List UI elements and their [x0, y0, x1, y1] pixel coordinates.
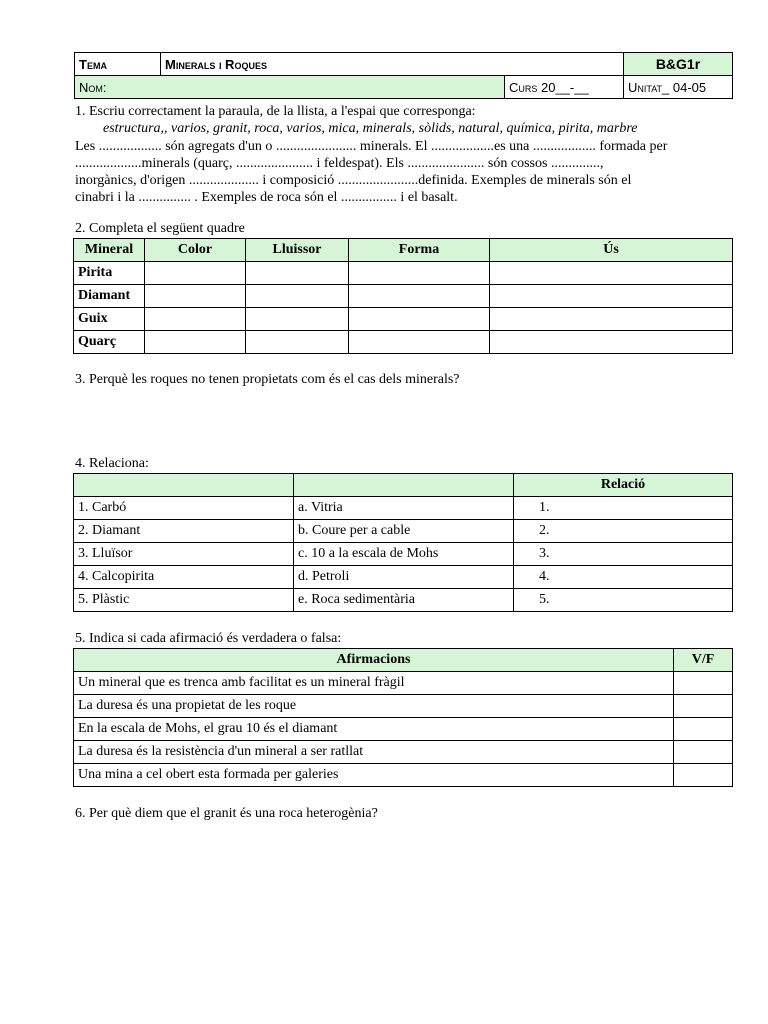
- answer-cell[interactable]: [246, 285, 349, 308]
- item-left: 1. Carbó: [74, 497, 294, 520]
- col-mineral: Mineral: [74, 239, 145, 262]
- col-afirmacions: Afirmacions: [74, 649, 674, 672]
- header-blank: [294, 474, 514, 497]
- relacio-answer[interactable]: 1.: [514, 497, 733, 520]
- afirmacions-table: [73, 648, 733, 787]
- col-lluissor: Lluissor: [246, 239, 349, 262]
- q6-prompt: 6. Per què diem que el granit és una roca heterogènia?: [75, 806, 378, 821]
- answer-cell[interactable]: [145, 285, 246, 308]
- q1-line: ...................minerals (quarç, ...................... i feldespat). Els ...................... són cossos ..............,: [75, 156, 604, 171]
- item-right: c. 10 a la escala de Mohs: [294, 543, 514, 566]
- mineral-name: Pirita: [74, 262, 145, 285]
- answer-cell[interactable]: [490, 308, 733, 331]
- relacio-answer[interactable]: 5.: [514, 589, 733, 612]
- item-left: 5. Plàstic: [74, 589, 294, 612]
- answer-cell[interactable]: [349, 331, 490, 354]
- relacio-answer[interactable]: 4.: [514, 566, 733, 589]
- statement: La duresa és una propietat de les roque: [74, 695, 674, 718]
- vf-answer[interactable]: [674, 764, 733, 787]
- answer-cell[interactable]: [246, 262, 349, 285]
- course-code: B&G1r: [624, 53, 733, 76]
- vf-answer[interactable]: [674, 718, 733, 741]
- item-left: 2. Diamant: [74, 520, 294, 543]
- curs-field[interactable]: Curs 20__-__: [505, 76, 624, 99]
- vf-answer[interactable]: [674, 672, 733, 695]
- answer-cell[interactable]: [349, 308, 490, 331]
- vf-answer[interactable]: [674, 741, 733, 764]
- col-us: Ús: [490, 239, 733, 262]
- item-left: 4. Calcopirita: [74, 566, 294, 589]
- header-table: [74, 52, 733, 99]
- q4-prompt: 4. Relaciona:: [75, 456, 149, 471]
- item-right: d. Petroli: [294, 566, 514, 589]
- answer-cell[interactable]: [145, 262, 246, 285]
- statement: Una mina a cel obert esta formada per galeries: [74, 764, 674, 787]
- answer-cell[interactable]: [246, 331, 349, 354]
- q1-line: Les .................. són agregats d'un o ....................... minerals. El ..................es una .................. formada per: [75, 139, 668, 154]
- mineral-name: Guix: [74, 308, 145, 331]
- answer-cell[interactable]: [349, 262, 490, 285]
- answer-cell[interactable]: [490, 285, 733, 308]
- q1-line: inorgànics, d'origen .................... i composició .......................definida. Exemples de minerals són el: [75, 173, 632, 188]
- answer-cell[interactable]: [490, 331, 733, 354]
- statement: En la escala de Mohs, el grau 10 és el diamant: [74, 718, 674, 741]
- q5-prompt: 5. Indica si cada afirmació és verdadera o falsa:: [75, 631, 342, 646]
- answer-cell[interactable]: [145, 308, 246, 331]
- q1-prompt: 1. Escriu correctament la paraula, de la llista, a l'espai que corresponga:: [75, 104, 476, 119]
- unitat-field[interactable]: Unitat_ 04-05: [624, 76, 733, 99]
- col-color: Color: [145, 239, 246, 262]
- item-left: 3. Lluïsor: [74, 543, 294, 566]
- mineral-name: Diamant: [74, 285, 145, 308]
- item-right: e. Roca sedimentària: [294, 589, 514, 612]
- vf-answer[interactable]: [674, 695, 733, 718]
- col-forma: Forma: [349, 239, 490, 262]
- answer-cell[interactable]: [349, 285, 490, 308]
- mineral-name: Quarç: [74, 331, 145, 354]
- statement: Un mineral que es trenca amb facilitat es un mineral fràgil: [74, 672, 674, 695]
- answer-cell[interactable]: [145, 331, 246, 354]
- q3-prompt: 3. Perquè les roques no tenen propietats com és el cas dels minerals?: [75, 372, 460, 387]
- item-right: a. Vitria: [294, 497, 514, 520]
- tema-label: Tema: [75, 53, 161, 76]
- relaciona-table: [73, 473, 733, 612]
- answer-cell[interactable]: [246, 308, 349, 331]
- tema-value: Minerals i Roques: [161, 53, 624, 76]
- relacio-answer[interactable]: 2.: [514, 520, 733, 543]
- mineral-table: [73, 238, 733, 354]
- q1-word-list: estructura,, varios, granit, roca, varios, mica, minerals, sòlids, natural, química, pirita, marbre: [103, 121, 638, 136]
- col-relacio: Relació: [514, 474, 733, 497]
- q1-paragraph: [75, 138, 735, 206]
- answer-cell[interactable]: [490, 262, 733, 285]
- q1-line: cinabri i la ............... . Exemples de roca són el ................ i el basalt.: [75, 190, 458, 205]
- header-blank: [74, 474, 294, 497]
- statement: La duresa és la resistència d'un mineral a ser ratllat: [74, 741, 674, 764]
- nom-field[interactable]: Nom:: [75, 76, 505, 99]
- col-vf: V/F: [674, 649, 733, 672]
- relacio-answer[interactable]: 3.: [514, 543, 733, 566]
- q2-prompt: 2. Completa el següent quadre: [75, 221, 245, 236]
- item-right: b. Coure per a cable: [294, 520, 514, 543]
